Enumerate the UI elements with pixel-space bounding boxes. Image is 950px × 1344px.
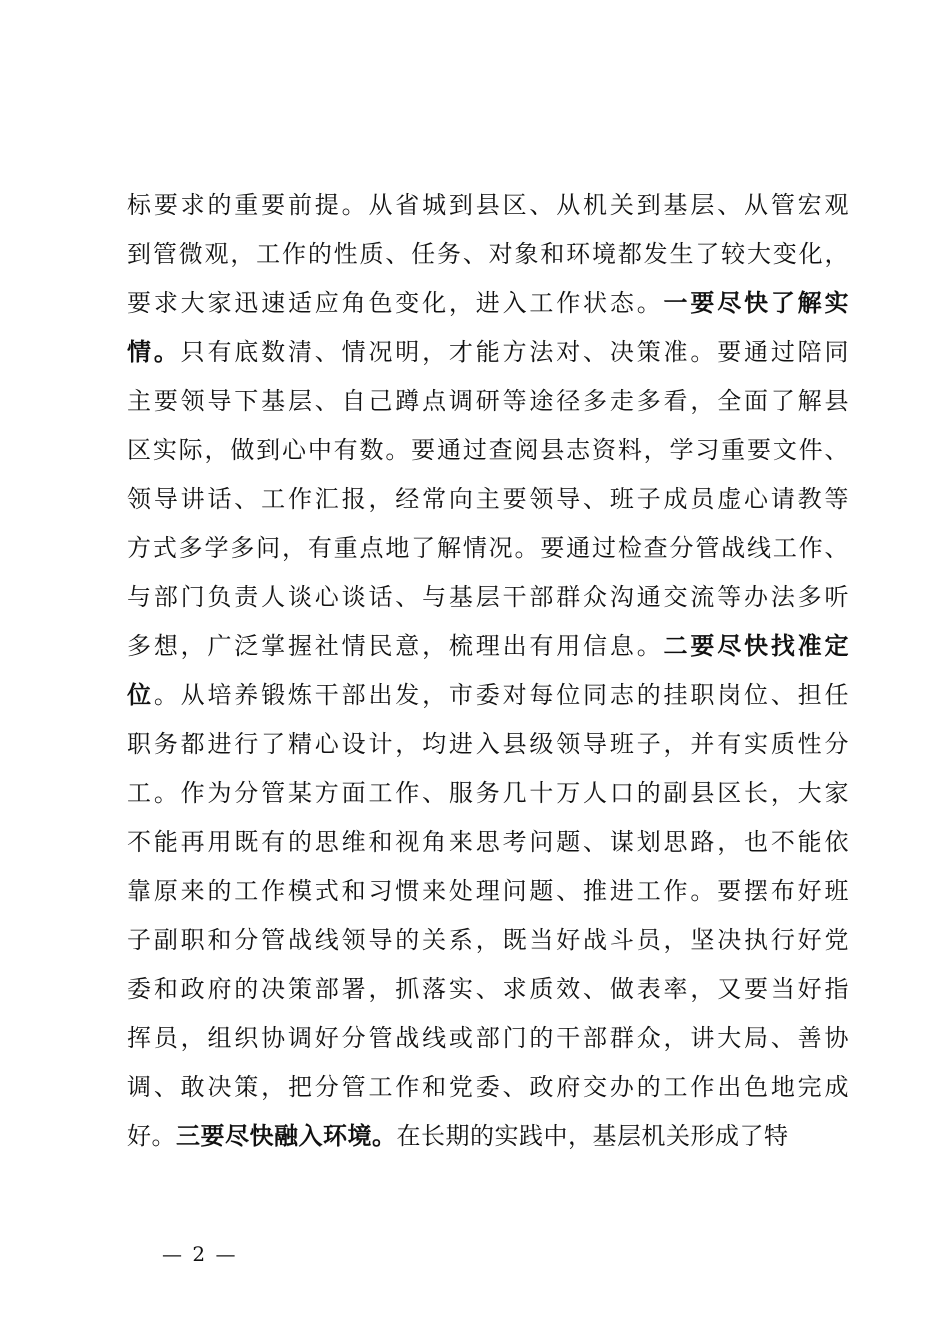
text-line xyxy=(127,965,849,1014)
text-line xyxy=(127,769,849,818)
text-line xyxy=(127,377,849,426)
bold-heading-text: 一要尽快了解实 xyxy=(663,289,850,317)
body-text: 只有底数清、情况明，才能方法对、决策准。要通过陪同 xyxy=(180,338,850,366)
body-text: 靠原来的工作模式和习惯来处理问题、推进工作。要摆布好班 xyxy=(127,877,849,905)
body-text: 方式多学多问，有重点地了解情况。要通过检查分管战线工作、 xyxy=(127,534,849,562)
bold-heading-text: 三要尽快融入环境。 xyxy=(176,1122,397,1150)
text-line xyxy=(127,573,849,622)
text-line xyxy=(127,328,849,377)
bold-heading-text: 情。 xyxy=(127,338,181,366)
body-text: 好。 xyxy=(127,1122,176,1150)
body-text: 标要求的重要前提。从省城到县区、从机关到基层、从管宏观 xyxy=(127,191,849,219)
text-line xyxy=(127,181,849,230)
body-text: 多想，广泛掌握社情民意，梳理出有用信息。 xyxy=(127,632,664,660)
text-line xyxy=(127,279,849,328)
text-line xyxy=(127,230,849,279)
body-text: 区实际，做到心中有数。要通过查阅县志资料，学习重要文件、 xyxy=(127,436,849,464)
body-text: 委和政府的决策部署，抓落实、求质效、做表率，又要当好指 xyxy=(127,975,849,1003)
body-text: 与部门负责人谈心谈话、与基层干部群众沟通交流等办法多听 xyxy=(127,583,849,611)
text-line xyxy=(127,1014,849,1063)
bold-heading-text: 位 xyxy=(127,681,154,709)
text-line xyxy=(127,720,849,769)
bold-heading-text: 二要尽快找准定 xyxy=(663,632,850,660)
body-text: 调、敢决策，把分管工作和党委、政府交办的工作出色地完成 xyxy=(127,1073,849,1101)
page-number: — 2 — xyxy=(162,1242,238,1266)
body-text: 要求大家迅速适应角色变化，进入工作状态。 xyxy=(127,289,664,317)
text-line xyxy=(127,524,849,573)
body-text: 不能再用既有的思维和视角来思考问题、谋划思路，也不能依 xyxy=(127,828,849,856)
body-paragraph xyxy=(127,181,849,1161)
text-line xyxy=(127,916,849,965)
text-line xyxy=(127,867,849,916)
body-text: 职务都进行了精心设计，均进入县级领导班子，并有实质性分 xyxy=(127,730,849,758)
body-text: 挥员，组织协调好分管战线或部门的干部群众，讲大局、善协 xyxy=(127,1024,849,1052)
body-text: 主要领导下基层、自己蹲点调研等途径多走多看，全面了解县 xyxy=(127,387,849,415)
text-line xyxy=(127,1063,849,1112)
text-line xyxy=(127,1112,849,1161)
text-line xyxy=(127,622,849,671)
body-text: 到管微观，工作的性质、任务、对象和环境都发生了较大变化， xyxy=(127,240,849,268)
body-text: 工。作为分管某方面工作、服务几十万人口的副县区长，大家 xyxy=(127,779,849,807)
body-text: 子副职和分管战线领导的关系，既当好战斗员，坚决执行好党 xyxy=(127,926,849,954)
text-line xyxy=(127,426,849,475)
text-line xyxy=(127,671,849,720)
text-line xyxy=(127,818,849,867)
body-text: 在长期的实践中，基层机关形成了特 xyxy=(396,1122,789,1150)
body-text: 领导讲话、工作汇报，经常向主要领导、班子成员虚心请教等 xyxy=(127,485,849,513)
body-text: 。从培养锻炼干部出发，市委对每位同志的挂职岗位、担任 xyxy=(153,681,849,709)
text-line xyxy=(127,475,849,524)
